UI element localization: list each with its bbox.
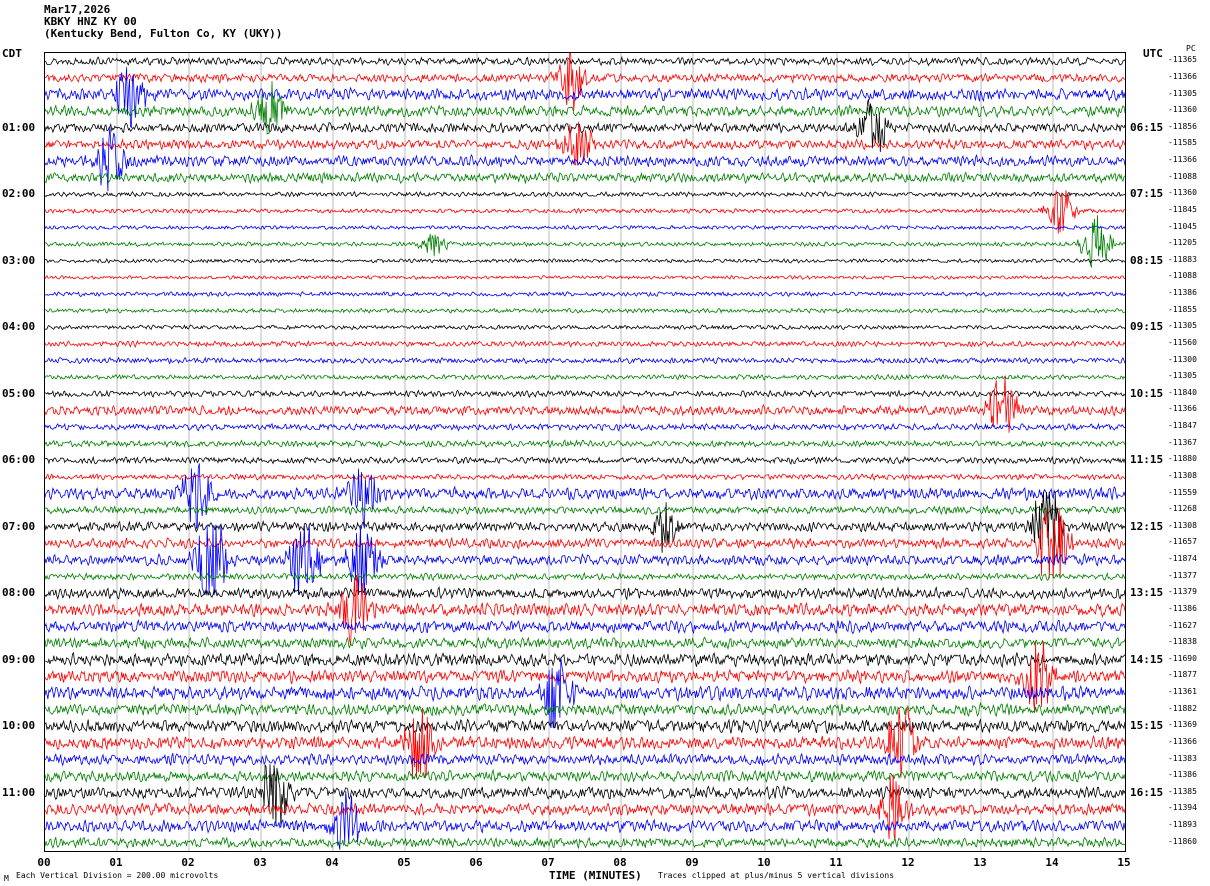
x-tick-label: 03 bbox=[253, 856, 267, 869]
scale-value: -11657 bbox=[1168, 537, 1197, 547]
scale-value: -11379 bbox=[1168, 587, 1197, 597]
right-hour-label: 13:15 bbox=[1130, 586, 1164, 600]
seismogram-trace bbox=[45, 67, 1125, 127]
right-hour-label: 07:15 bbox=[1130, 187, 1164, 201]
footer-scale-note: Each Vertical Division = 200.00 microvolts bbox=[16, 871, 219, 880]
left-hour-label: 03:00 bbox=[2, 253, 36, 267]
scale-value: -11855 bbox=[1168, 304, 1197, 314]
seismogram-trace bbox=[45, 720, 1125, 734]
scale-value: -11268 bbox=[1168, 504, 1197, 514]
scale-value: -11308 bbox=[1168, 470, 1197, 480]
scale-value: -11394 bbox=[1168, 803, 1197, 813]
scale-value: -11045 bbox=[1168, 221, 1197, 231]
scale-value: -11627 bbox=[1168, 620, 1197, 630]
scale-value: -11893 bbox=[1168, 820, 1197, 830]
x-tick-label: 15 bbox=[1117, 856, 1131, 869]
scale-value: -11088 bbox=[1168, 271, 1197, 281]
left-hour-label: 02:00 bbox=[2, 187, 36, 201]
scale-value: -11559 bbox=[1168, 487, 1197, 497]
seismogram-trace bbox=[45, 463, 1125, 528]
scale-value: -11847 bbox=[1168, 421, 1197, 431]
scale-value: -11305 bbox=[1168, 321, 1197, 331]
scale-value: -11366 bbox=[1168, 736, 1197, 746]
scale-value: -11560 bbox=[1168, 337, 1197, 347]
seismogram-trace bbox=[45, 390, 1125, 397]
scale-value: -11386 bbox=[1168, 603, 1197, 613]
seismogram-trace bbox=[45, 308, 1125, 313]
plot-traces bbox=[45, 53, 1125, 850]
seismogram-trace bbox=[45, 838, 1125, 848]
scale-value: -11883 bbox=[1168, 254, 1197, 264]
seismogram-svg bbox=[45, 53, 1125, 851]
x-tick-label: 10 bbox=[757, 856, 771, 869]
seismogram-trace bbox=[45, 642, 1125, 712]
seismogram-trace bbox=[45, 457, 1125, 464]
right-hour-label: 10:15 bbox=[1130, 386, 1164, 400]
scale-value: -11366 bbox=[1168, 155, 1197, 165]
seismogram-trace bbox=[45, 375, 1125, 380]
x-tick-label: 13 bbox=[973, 856, 987, 869]
scale-value: -11840 bbox=[1168, 387, 1197, 397]
x-tick-label: 11 bbox=[829, 856, 843, 869]
left-hour-label: 04:00 bbox=[2, 320, 36, 334]
scale-value: -11366 bbox=[1168, 71, 1197, 81]
scale-value: -11369 bbox=[1168, 720, 1197, 730]
scale-value: -11367 bbox=[1168, 437, 1197, 447]
left-hour-label: 10:00 bbox=[2, 719, 36, 733]
x-tick-label: 06 bbox=[469, 856, 483, 869]
scale-value: -11385 bbox=[1168, 786, 1197, 796]
seismogram-trace bbox=[45, 358, 1125, 364]
seismogram-trace bbox=[45, 376, 1125, 433]
seismogram-trace bbox=[45, 620, 1125, 633]
scale-value: -11585 bbox=[1168, 138, 1197, 148]
seismogram-trace bbox=[45, 653, 1125, 667]
seismogram-trace bbox=[45, 81, 1125, 134]
scale-value: -11088 bbox=[1168, 171, 1197, 181]
left-hour-label: 07:00 bbox=[2, 519, 36, 533]
left-hour-label: 05:00 bbox=[2, 386, 36, 400]
right-hour-label: 09:15 bbox=[1130, 320, 1164, 334]
scale-value: -11365 bbox=[1168, 55, 1197, 65]
scale-value: -11874 bbox=[1168, 554, 1197, 564]
seismogram-trace bbox=[45, 292, 1125, 297]
scale-value: -11361 bbox=[1168, 687, 1197, 697]
scale-value: -11366 bbox=[1168, 404, 1197, 414]
scale-value: -11305 bbox=[1168, 88, 1197, 98]
seismogram-trace bbox=[45, 424, 1125, 431]
right-hour-label: 15:15 bbox=[1130, 719, 1164, 733]
right-timezone-label: UTC bbox=[1143, 47, 1163, 60]
footer-mark: M bbox=[4, 874, 9, 883]
seismogram-trace bbox=[45, 172, 1125, 183]
seismogram-trace bbox=[45, 215, 1125, 267]
x-tick-label: 07 bbox=[541, 856, 555, 869]
seismogram-trace bbox=[45, 474, 1125, 480]
scale-value: -11856 bbox=[1168, 121, 1197, 131]
scale-value: -11386 bbox=[1168, 770, 1197, 780]
scale-value: -11386 bbox=[1168, 288, 1197, 298]
seismogram-trace bbox=[45, 57, 1125, 65]
scale-value: -11383 bbox=[1168, 753, 1197, 763]
left-hour-label: 01:00 bbox=[2, 120, 36, 134]
scale-value: -11845 bbox=[1168, 204, 1197, 214]
x-axis-title: TIME (MINUTES) bbox=[549, 869, 642, 882]
scale-value: -11377 bbox=[1168, 570, 1197, 580]
scale-value: -11360 bbox=[1168, 105, 1197, 115]
scale-value: -11305 bbox=[1168, 371, 1197, 381]
scale-value: -11308 bbox=[1168, 520, 1197, 530]
left-timezone-label: CDT bbox=[2, 47, 22, 60]
seismogram-trace bbox=[45, 259, 1125, 263]
x-tick-label: 08 bbox=[613, 856, 627, 869]
right-hour-label: 06:15 bbox=[1130, 120, 1164, 134]
right-hour-label: 08:15 bbox=[1130, 253, 1164, 267]
seismogram-trace bbox=[45, 341, 1125, 347]
header-location: (Kentucky Bend, Fulton Co, KY (UKY)) bbox=[44, 27, 283, 40]
x-tick-label: 09 bbox=[685, 856, 699, 869]
scale-header-label: PC bbox=[1186, 44, 1196, 53]
seismogram-trace bbox=[45, 587, 1125, 599]
x-tick-label: 14 bbox=[1045, 856, 1059, 869]
left-hour-label: 09:00 bbox=[2, 652, 36, 666]
seismogram-trace bbox=[45, 276, 1125, 280]
right-hour-label: 14:15 bbox=[1130, 652, 1164, 666]
seismogram-trace bbox=[45, 703, 1125, 716]
scale-value: -11838 bbox=[1168, 637, 1197, 647]
left-hour-label: 08:00 bbox=[2, 586, 36, 600]
scale-value: -11880 bbox=[1168, 454, 1197, 464]
seismogram-trace bbox=[45, 192, 1125, 197]
seismogram-trace bbox=[45, 637, 1125, 649]
seismogram-trace bbox=[45, 225, 1125, 230]
seismogram-trace bbox=[45, 325, 1125, 330]
seismogram-trace bbox=[45, 658, 1125, 728]
x-tick-label: 00 bbox=[37, 856, 51, 869]
scale-value: -11882 bbox=[1168, 703, 1197, 713]
right-hour-label: 12:15 bbox=[1130, 519, 1164, 533]
x-tick-label: 01 bbox=[109, 856, 123, 869]
right-hour-label: 11:15 bbox=[1130, 453, 1164, 467]
x-tick-label: 02 bbox=[181, 856, 195, 869]
footer-clip-note: Traces clipped at plus/minus 5 vertical divisions bbox=[658, 871, 895, 880]
scale-value: -11360 bbox=[1168, 188, 1197, 198]
right-hour-label: 16:15 bbox=[1130, 785, 1164, 799]
header-station: KBKY HNZ KY 00 bbox=[44, 15, 137, 28]
seismogram-trace bbox=[45, 575, 1125, 645]
scale-value: -11877 bbox=[1168, 670, 1197, 680]
seismogram-trace bbox=[45, 775, 1125, 841]
x-tick-label: 04 bbox=[325, 856, 339, 869]
seismogram-trace bbox=[45, 573, 1125, 580]
x-tick-label: 05 bbox=[397, 856, 411, 869]
seismogram-trace bbox=[45, 753, 1125, 765]
seismogram-trace bbox=[45, 525, 1125, 595]
left-hour-label: 06:00 bbox=[2, 453, 36, 467]
seismogram-trace bbox=[45, 770, 1125, 782]
x-tick-label: 12 bbox=[901, 856, 915, 869]
scale-value: -11690 bbox=[1168, 653, 1197, 663]
scale-value: -11300 bbox=[1168, 354, 1197, 364]
seismogram-trace bbox=[45, 708, 1125, 778]
scale-value: -11205 bbox=[1168, 238, 1197, 248]
seismogram-plot bbox=[44, 52, 1126, 852]
header-date: Mar17,2026 bbox=[44, 3, 111, 16]
left-hour-label: 11:00 bbox=[2, 785, 36, 799]
seismogram-trace bbox=[45, 440, 1125, 447]
scale-value: -11860 bbox=[1168, 836, 1197, 846]
